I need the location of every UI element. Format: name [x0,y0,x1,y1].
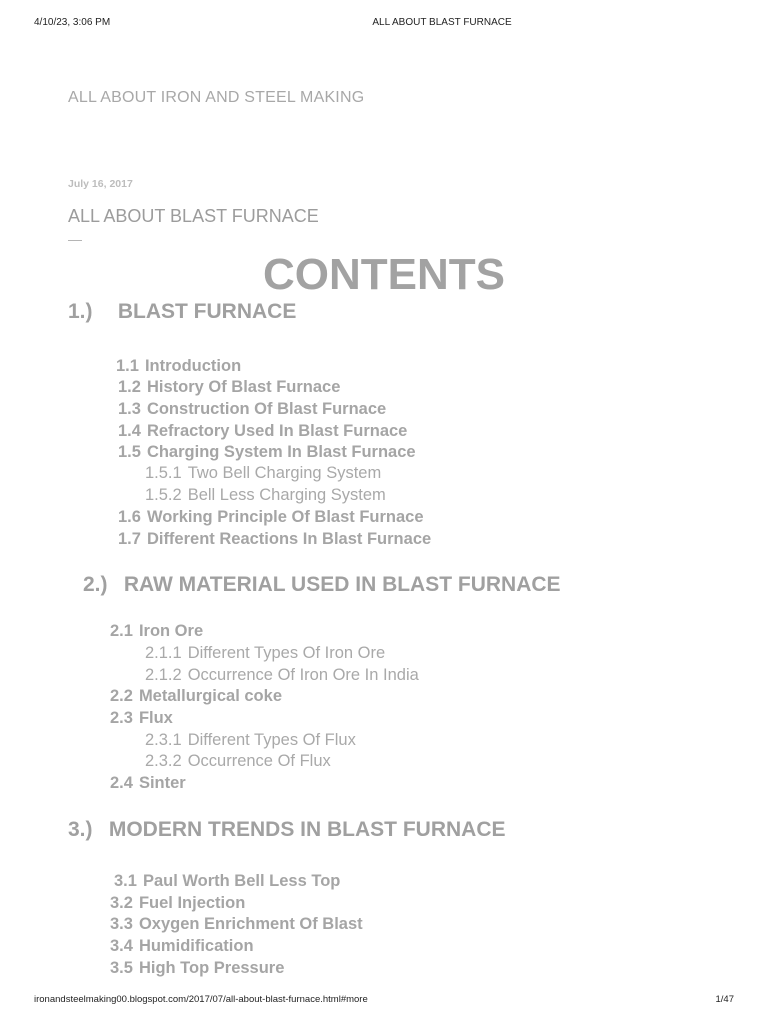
toc-item: 3.1 Paul Worth Bell Less Top [114,872,341,890]
toc-item: 2.2 Metallurgical coke [110,687,282,705]
section-title: RAW MATERIAL USED IN BLAST FURNACE [123,573,561,596]
toc-subitem: 2.3.2 Occurrence Of Flux [145,752,331,770]
toc-item: 1.5 Charging System In Blast Furnace [118,443,416,461]
toc-item: 3.2 Fuel Injection [110,894,246,912]
toc-item: 1.7 Different Reactions In Blast Furnace [118,530,432,548]
toc-subitem: 1.5.2 Bell Less Charging System [145,486,386,504]
print-datetime: 4/10/23, 3:06 PM [34,17,111,28]
post-date: July 16, 2017 [68,178,133,190]
toc-item: 1.3 Construction Of Blast Furnace [118,400,387,418]
toc-subitem: 2.3.1 Different Types Of Flux [145,731,356,749]
print-url: ironandsteelmaking00.blogspot.com/2017/07/all-about-blast-furnace.html#more [34,994,368,1005]
toc-subitem: 2.1.2 Occurrence Of Iron Ore In India [145,666,419,684]
contents-heading: CONTENTS [263,250,505,299]
section-number: 2.) [83,573,108,596]
section-title: BLAST FURNACE [117,300,297,323]
section-number: 3.) [68,818,93,841]
section-heading-2 [83,573,561,597]
blog-title-link[interactable]: ALL ABOUT IRON AND STEEL MAKING [68,89,365,106]
toc-item: 2.3 Flux [110,709,173,727]
title-divider [68,240,82,241]
post-title: ALL ABOUT BLAST FURNACE [68,206,319,226]
toc-item: 2.4 Sinter [110,774,186,792]
print-page-number: 1/47 [715,994,734,1005]
print-page-title: ALL ABOUT BLAST FURNACE [372,17,512,28]
toc-item: 1.1 Introduction [116,357,242,375]
section-heading-3 [68,818,506,842]
toc-item: 2.1 Iron Ore [110,622,204,640]
section-title: MODERN TRENDS IN BLAST FURNACE [108,818,506,841]
toc-item: 3.5 High Top Pressure [110,959,285,977]
section-heading-1 [68,300,296,324]
toc-subitem: 1.5.1 Two Bell Charging System [145,464,382,482]
toc-subitem: 2.1.1 Different Types Of Iron Ore [145,644,386,662]
toc-item: 3.4 Humidification [110,937,254,955]
toc-item: 1.4 Refractory Used In Blast Furnace [118,422,408,440]
toc-item: 1.6 Working Principle Of Blast Furnace [118,508,424,526]
toc-item: 1.2 History Of Blast Furnace [118,378,341,396]
section-number: 1.) [68,300,93,323]
toc-item: 3.3 Oxygen Enrichment Of Blast [110,915,363,933]
